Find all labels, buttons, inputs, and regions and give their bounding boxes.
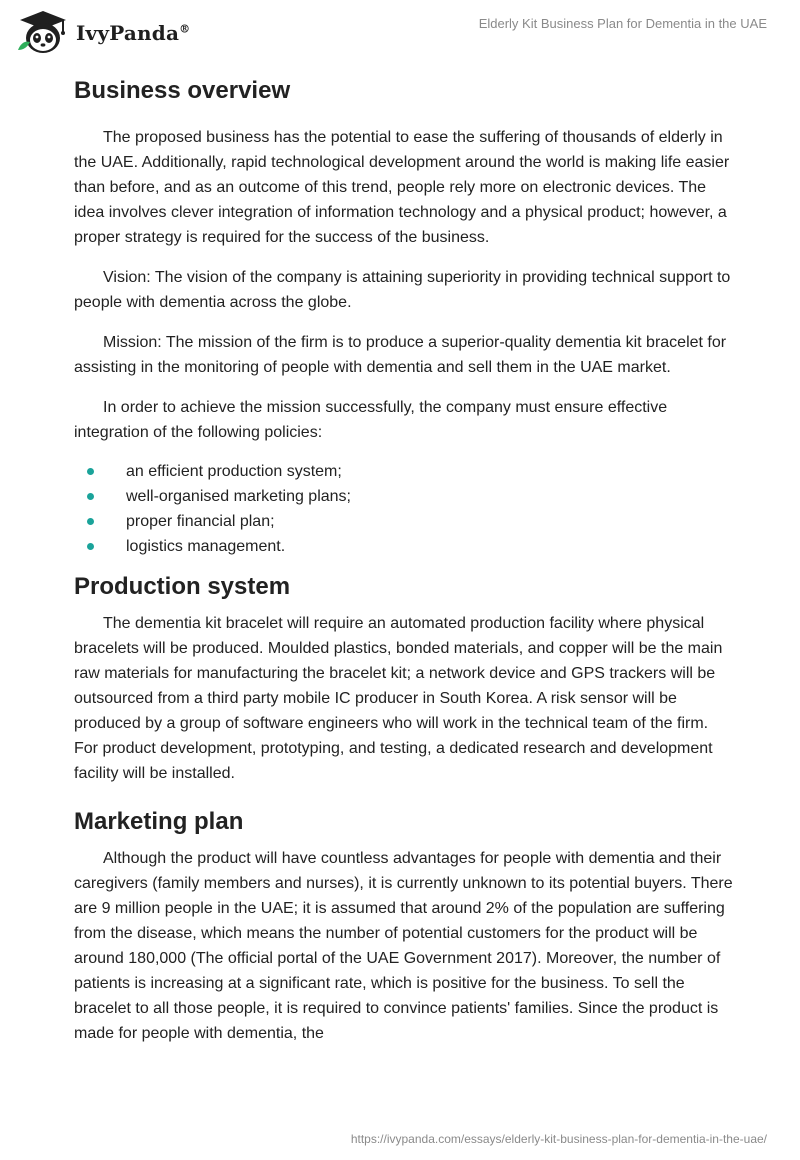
bullet-icon xyxy=(87,543,94,550)
source-url[interactable]: https://ivypanda.com/essays/elderly-kit-business-plan-for-dementia-in-the-uae/ xyxy=(350,1132,767,1146)
logo[interactable] xyxy=(14,10,190,56)
list-item-text: proper financial plan; xyxy=(126,513,275,530)
paragraph: In order to achieve the mission successfully, the company must ensure effective integration of the following policies: xyxy=(74,399,668,441)
article-content xyxy=(74,70,734,1046)
logo-text xyxy=(76,21,190,45)
section-marketing-plan xyxy=(74,804,734,1046)
list-item xyxy=(74,459,734,484)
registered-mark: ® xyxy=(179,22,191,36)
page-header xyxy=(0,0,800,60)
logo-name: IvyPanda xyxy=(76,21,180,45)
heading-marketing-plan: Marketing plan xyxy=(74,808,244,835)
paragraph-vision: Vision: The vision of the company is attaining superiority in providing technical support to people with dementia across the globe. xyxy=(74,269,731,311)
bullet-icon xyxy=(87,518,94,525)
paragraph: Although the product will have countless advantages for people with dementia and their caregivers (family members and nurses), it is currently unknown to its potential buyers. There are 9 million people in the UAE; it is assumed that around 2% of the population are suffering from the disease, which means the number of potential customers for the product will be around 180,000 (The official portal of the UAE Government 2017). Moreover, the number of patients is increasing at a significant rate, which is positive for the business. To sell the bracelet to all those people, it is required to convince patients' families. Since the product is made for people with dementia, the xyxy=(74,850,733,1042)
list-item xyxy=(74,484,734,509)
policies-list xyxy=(74,459,734,559)
list-item xyxy=(74,534,734,559)
section-business-overview xyxy=(74,73,734,559)
list-item-text: logistics management. xyxy=(126,538,286,555)
list-item xyxy=(74,509,734,534)
paragraph: The proposed business has the potential to ease the suffering of thousands of elderly in the UAE. Additionally, rapid technological development around the world is making life easier than before, and as an outcome of this trend, people rely more on electronic devices. The idea involves clever integration of information technology and a physical product; however, a proper strategy is required for the success of the business. xyxy=(74,129,730,246)
heading-business-overview: Business overview xyxy=(74,77,291,104)
bullet-icon xyxy=(87,468,94,475)
paragraph-mission: Mission: The mission of the firm is to produce a superior-quality dementia kit bracelet for assisting in the monitoring of people with dementia and sell them in the UAE market. xyxy=(74,334,727,376)
bullet-icon xyxy=(87,493,94,500)
list-item-text: well-organised marketing plans; xyxy=(126,488,351,505)
document-title: Elderly Kit Business Plan for Dementia in the UAE xyxy=(478,16,767,31)
paragraph: The dementia kit bracelet will require an automated production facility where physical bracelets will be produced. Moulded plastics, bonded materials, and copper will be the main raw materials for manufacturing the bracelet kit; a network device and GPS trackers will be outsourced from a third party mobile IC producer in South Korea. A risk sensor will be produced by a group of software engineers who will work in the technical team of the firm. For product development, prototyping, and testing, a dedicated research and development facility will be installed. xyxy=(74,615,723,782)
heading-production-system: Production system xyxy=(74,573,291,600)
list-item-text: an efficient production system; xyxy=(126,463,342,480)
section-production-system xyxy=(74,569,734,786)
panda-logo-icon xyxy=(14,10,72,56)
